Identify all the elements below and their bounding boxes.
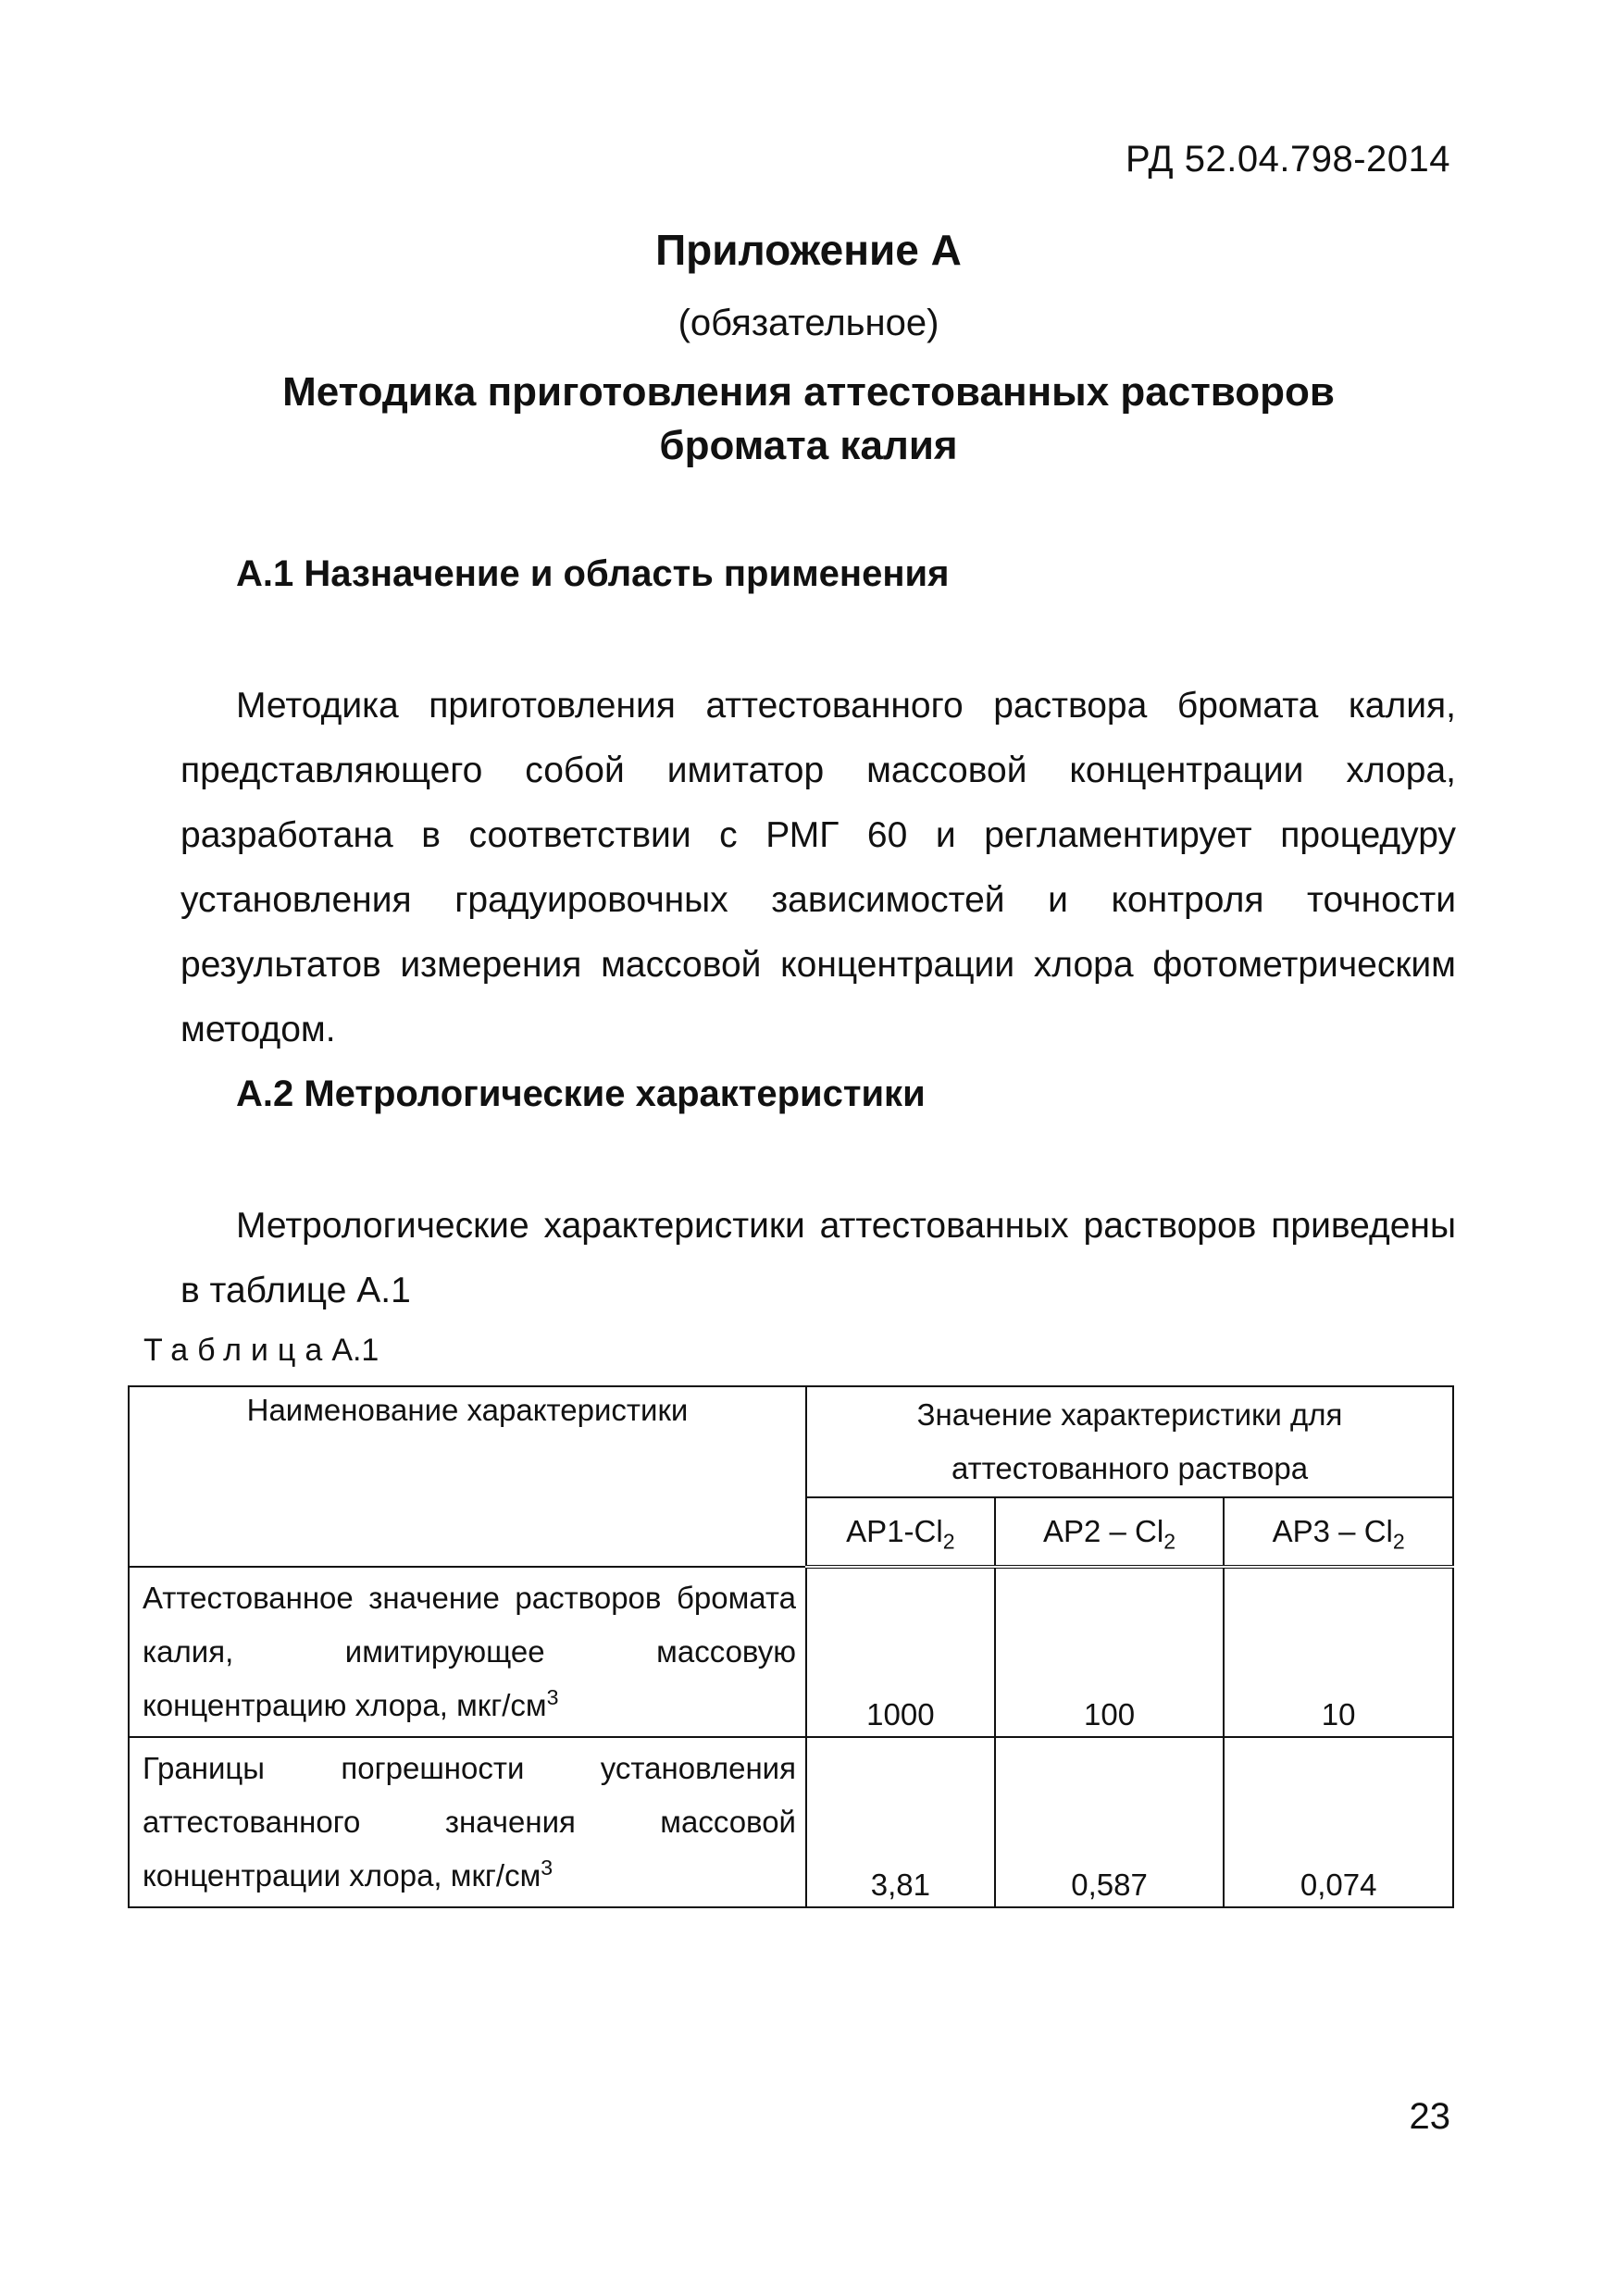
row-2-label <box>129 1737 806 1907</box>
row-2-label-sup: 3 <box>541 1855 554 1880</box>
column-ar2-label: АР2 – Cl <box>1042 1514 1164 1548</box>
characteristics-table <box>128 1385 1454 1908</box>
table-row <box>129 1567 1453 1737</box>
row-2-label-text: Границы погрешности установления аттестованного значения массовой концентрации хлора, мкг/см <box>143 1751 796 1893</box>
column-ar3 <box>1224 1497 1453 1567</box>
appendix-subtitle <box>0 366 1617 473</box>
row-1-label <box>129 1567 806 1737</box>
section-2-heading: А.2 Метрологические характеристики <box>236 1074 926 1114</box>
column-ar2-sub: 2 <box>1163 1529 1176 1554</box>
appendix-title: Приложение А <box>655 226 962 274</box>
header-characteristic-value <box>806 1386 1453 1497</box>
section-1-paragraph: Методика приготовления аттестованного раствора бромата калия, представляющего собой имитатор массовой концентрации хлора, разработана в соответствии с РМГ 60 и регламентирует процедуру установления градуировочных зависимостей и контроля точности результатов измерения массовой концентрации хлора фотометрическим методом. <box>180 686 1456 1049</box>
row-1-value-ar3: 10 <box>1224 1567 1453 1737</box>
column-ar2 <box>995 1497 1225 1567</box>
document-code: РД 52.04.798-2014 <box>1126 139 1450 180</box>
appendix-status: (обязательное) <box>678 303 939 343</box>
row-1-label-sup: 3 <box>546 1685 559 1709</box>
row-2-value-ar3: 0,074 <box>1224 1737 1453 1907</box>
header-value-text: Значение характеристики для аттестованного раствора <box>916 1397 1343 1485</box>
table-caption <box>143 1333 379 1369</box>
row-1-value-ar2: 100 <box>995 1567 1225 1737</box>
table-header-row <box>129 1386 1453 1497</box>
column-ar1 <box>806 1497 995 1567</box>
table-row <box>129 1737 1453 1907</box>
row-1-value-ar1: 1000 <box>806 1567 995 1737</box>
section-2-paragraph: Метрологические характеристики аттестованных растворов приведены в таблице А.1 <box>180 1206 1456 1310</box>
row-2-value-ar1: 3,81 <box>806 1737 995 1907</box>
page-number: 23 <box>1409 2096 1450 2137</box>
appendix-subtitle-line2: бромата калия <box>659 423 958 468</box>
table-caption-word: Таблица <box>143 1333 332 1368</box>
appendix-subtitle-line1: Методика приготовления аттестованных растворов <box>282 369 1335 415</box>
section-1-heading: А.1 Назначение и область применения <box>236 553 950 594</box>
column-ar3-label: АР3 – Cl <box>1272 1514 1393 1548</box>
table-caption-number: А.1 <box>331 1333 379 1368</box>
row-1-label-text: Аттестованное значение растворов бромата калия, имитирующее массовую концентрацию хлора, мкг/см <box>143 1581 796 1722</box>
column-ar3-sub: 2 <box>1392 1529 1405 1554</box>
row-2-value-ar2: 0,587 <box>995 1737 1225 1907</box>
column-ar1-sub: 2 <box>942 1529 955 1554</box>
column-ar1-label: АР1-Cl <box>846 1514 943 1548</box>
header-characteristic-name: Наименование характеристики <box>129 1386 806 1567</box>
